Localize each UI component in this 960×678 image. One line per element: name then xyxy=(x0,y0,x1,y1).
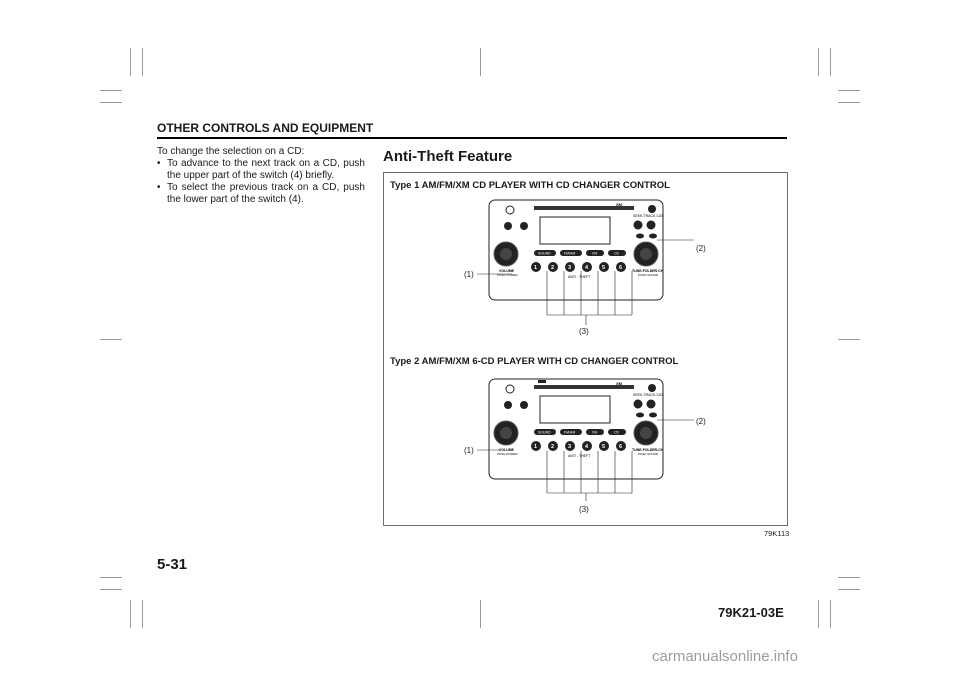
fm-am-button-label: FM/AM xyxy=(564,430,576,435)
track-label: SEEK-TRACK-CAT xyxy=(633,214,664,218)
preset-button-label: 3 xyxy=(568,444,572,450)
section-heading: Anti-Theft Feature xyxy=(383,148,513,165)
power-label: PUSH POWER xyxy=(497,273,518,277)
xm-button-label: XM xyxy=(592,251,598,256)
crop-mark xyxy=(830,48,831,76)
crop-mark xyxy=(130,48,131,76)
crop-mark xyxy=(830,600,831,628)
instructions-list xyxy=(157,158,365,206)
crop-mark xyxy=(818,600,819,628)
crop-mark xyxy=(838,589,860,590)
anti-theft-label: ANTI - THEFT xyxy=(568,454,591,458)
preset-button-label: 1 xyxy=(534,265,538,271)
callout-2-type2: (2) xyxy=(696,417,706,426)
xm-button-label: XM xyxy=(592,430,598,435)
volume-label: VOLUME xyxy=(499,448,514,452)
xm-logo: XM xyxy=(616,202,622,207)
callout-2-type1: (2) xyxy=(696,244,706,253)
volume-label: VOLUME xyxy=(499,269,514,273)
running-header: OTHER CONTROLS AND EQUIPMENT xyxy=(157,121,374,135)
crop-mark xyxy=(100,577,122,578)
callout-1-type2: (1) xyxy=(464,446,474,455)
preset-button-label: 6 xyxy=(619,265,623,271)
instruction-item: • To advance to the next track on a CD, push the upper part of the switch (4) briefly. xyxy=(157,158,365,182)
tune-sub-label: PUSH SOUND xyxy=(638,273,659,277)
crop-mark xyxy=(480,48,481,76)
instruction-item: • To select the previous track on a CD, push the lower part of the switch (4). xyxy=(157,182,365,206)
crop-mark xyxy=(818,48,819,76)
document-code: 79K21-03E xyxy=(718,605,784,620)
header-rule xyxy=(157,137,787,139)
preset-button-label: 2 xyxy=(551,265,555,271)
preset-button-label: 4 xyxy=(585,265,589,271)
sound-button-label: SOUND xyxy=(538,251,551,256)
cd-button-label: CD xyxy=(614,430,620,435)
preset-button-label: 1 xyxy=(534,444,538,450)
callout-3-type1: (3) xyxy=(579,327,589,336)
fm-am-button-label: FM/AM xyxy=(564,251,576,256)
xm-logo: XM xyxy=(616,381,622,386)
crop-mark xyxy=(142,48,143,76)
page-number: 5-31 xyxy=(157,556,188,573)
preset-button-label: 4 xyxy=(585,444,589,450)
anti-theft-label: ANTI - THEFT xyxy=(568,275,591,279)
watermark-link[interactable]: carmanualsonline.info xyxy=(652,648,798,665)
preset-button-label: 2 xyxy=(551,444,555,450)
crop-mark xyxy=(838,90,860,91)
crop-mark xyxy=(838,339,860,340)
track-label: SEEK-TRACK-CAT xyxy=(633,393,664,397)
crop-mark xyxy=(100,90,122,91)
preset-button-label: 5 xyxy=(602,444,606,450)
instructions-intro: To change the selection on a CD: xyxy=(157,146,305,157)
crop-mark xyxy=(480,600,481,628)
figure-box xyxy=(383,172,788,526)
callout-lines-type2 xyxy=(384,349,789,527)
callout-3-type2: (3) xyxy=(579,505,589,514)
type2-label: Type 2 AM/FM/XM 6-CD PLAYER WITH CD CHANGER CONTROL xyxy=(390,356,679,367)
power-label: PUSH POWER xyxy=(497,452,518,456)
callout-lines-type1 xyxy=(384,173,789,353)
crop-mark xyxy=(142,600,143,628)
figure-code: 79K113 xyxy=(764,529,790,538)
crop-mark xyxy=(130,600,131,628)
crop-mark xyxy=(100,589,122,590)
sound-button-label: SOUND xyxy=(538,430,551,435)
crop-mark xyxy=(838,577,860,578)
tune-label: TUNE-FOLDER-CH xyxy=(632,448,664,452)
crop-mark xyxy=(100,102,122,103)
cd-button-label: CD xyxy=(614,251,620,256)
type1-label: Type 1 AM/FM/XM CD PLAYER WITH CD CHANGER CONTROL xyxy=(390,180,670,191)
crop-mark xyxy=(838,102,860,103)
preset-button-label: 5 xyxy=(602,265,606,271)
instructions-column xyxy=(157,146,365,206)
callout-1-type1: (1) xyxy=(464,270,474,279)
preset-button-label: 6 xyxy=(619,444,623,450)
tune-sub-label: PUSH SOUND xyxy=(638,452,659,456)
crop-mark xyxy=(100,339,122,340)
preset-button-label: 3 xyxy=(568,265,572,271)
tune-label: TUNE-FOLDER-CH xyxy=(632,269,664,273)
